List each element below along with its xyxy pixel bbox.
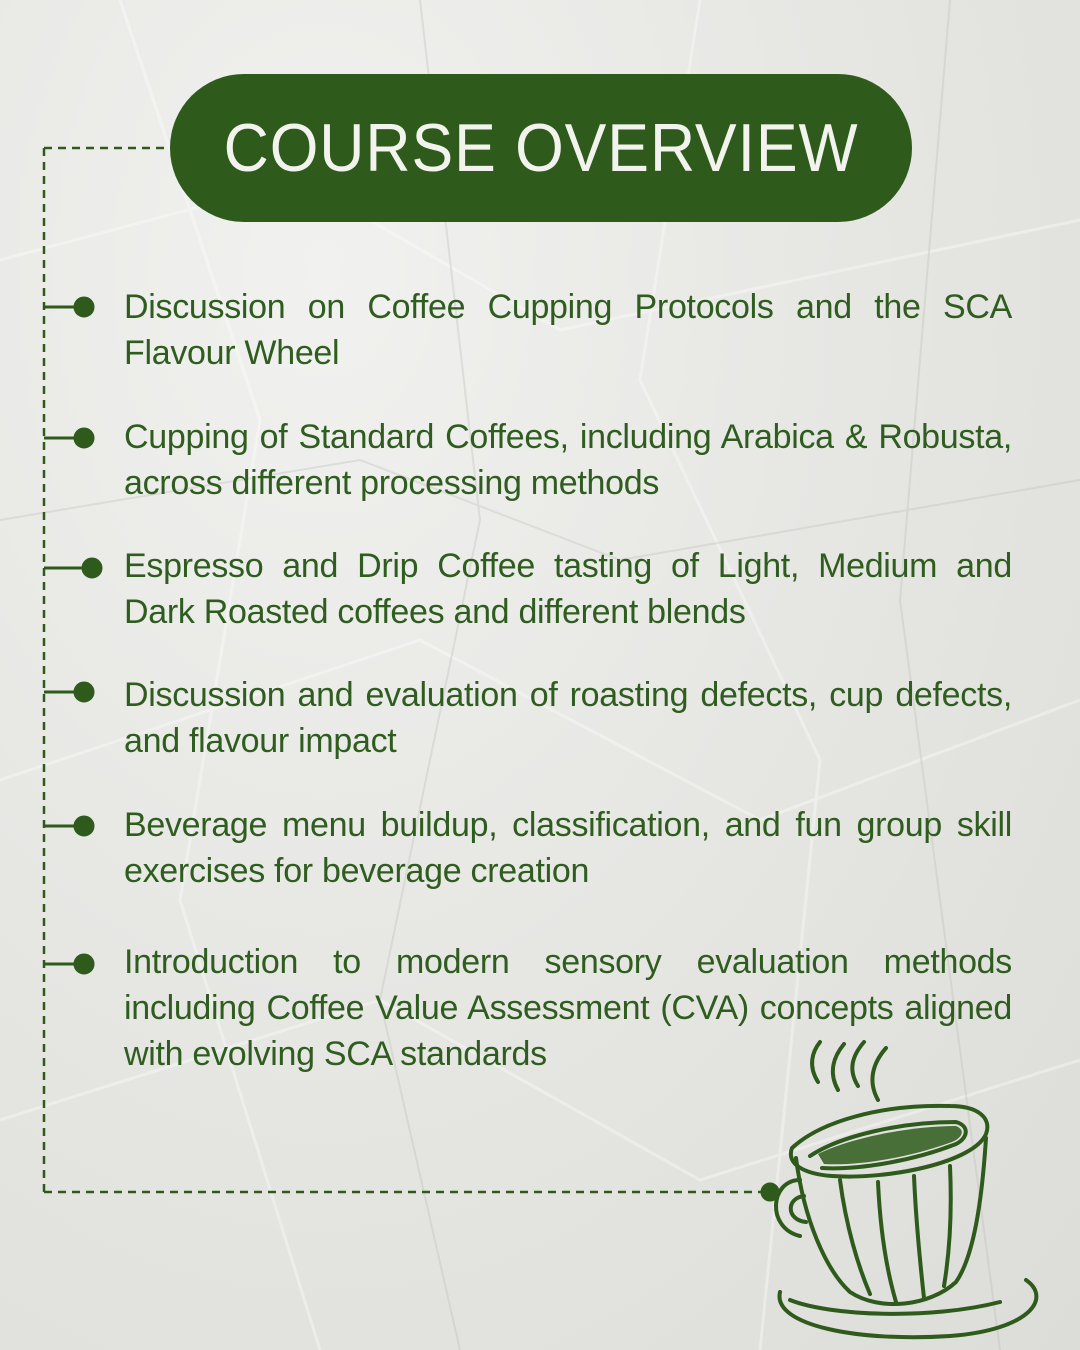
list-item-4: Discussion and evaluation of roasting defects, cup defects, and flavour impact xyxy=(124,676,1012,760)
title-banner xyxy=(170,74,912,222)
list-item-5: Beverage menu buildup, classification, and fun group skill exercises for beverage creation xyxy=(124,806,1012,890)
list-item-1: Discussion on Coffee Cupping Protocols and the SCA Flavour Wheel xyxy=(124,288,1012,372)
list-item-3: Espresso and Drip Coffee tasting of Light, Medium and Dark Roasted coffees and different blends xyxy=(124,547,1012,631)
list-item-2: Cupping of Standard Coffees, including Arabica & Robusta, across different processing methods xyxy=(124,418,1012,502)
coffee-cup-icon xyxy=(760,1030,1060,1350)
page-title: COURSE OVERVIEW xyxy=(223,110,859,186)
list-item-6: Introduction to modern sensory evaluation methods including Coffee Value Assessment (CVA) concepts aligned with evolving SCA standards xyxy=(124,943,1012,1073)
